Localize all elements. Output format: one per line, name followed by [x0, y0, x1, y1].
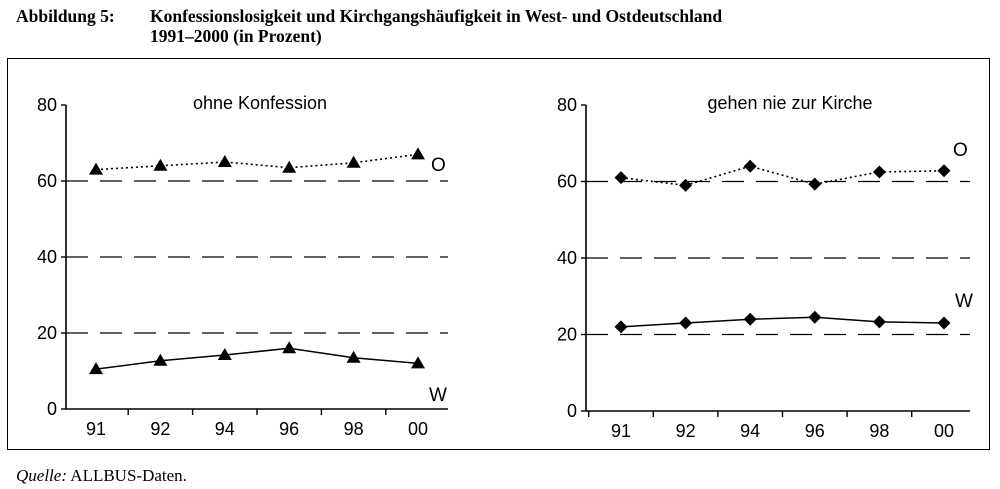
x-tick-label-00: 00 [407, 419, 429, 439]
chart-frame [7, 58, 990, 450]
x-tick-label-96: 96 [804, 421, 825, 441]
point-O-96 [808, 178, 821, 191]
y-tick-label-60: 60 [36, 171, 57, 191]
source-note [16, 466, 187, 486]
x-tick-label-94: 94 [740, 421, 761, 441]
y-tick-label-40: 40 [36, 247, 57, 267]
y-tick-label-0: 0 [566, 401, 577, 421]
chart-nie-kirche [508, 59, 988, 449]
point-W-91 [615, 320, 628, 333]
point-O-98 [347, 156, 361, 168]
series-line-O [621, 166, 944, 185]
y-tick-label-80: 80 [556, 95, 577, 115]
series-label-W: W [429, 385, 447, 406]
x-tick-label-94: 94 [214, 419, 235, 439]
point-W-00 [938, 317, 951, 330]
point-W-92 [679, 317, 692, 330]
series-label-O: O [431, 155, 446, 176]
x-tick-label-91: 91 [610, 421, 632, 441]
figure-title-line1: Konfessionslosigkeit und Kirchgangshäufigkeit in West- und Ostdeutschland [150, 6, 723, 26]
x-tick-label-91: 91 [85, 419, 107, 439]
y-tick-label-20: 20 [36, 323, 57, 343]
x-tick-label-92: 92 [150, 419, 171, 439]
chart-ohne-konfession [8, 59, 498, 449]
x-tick-label-92: 92 [675, 421, 696, 441]
series-label-O: O [953, 140, 968, 161]
x-tick-label-96: 96 [279, 419, 300, 439]
point-W-98 [873, 315, 886, 328]
chart-title: ohne Konfession [192, 93, 328, 113]
y-tick-label-80: 80 [36, 95, 57, 115]
y-tick-label-20: 20 [556, 324, 577, 345]
figure-heading-line1 [16, 6, 722, 26]
x-tick-label-00: 00 [933, 421, 955, 441]
point-O-00 [938, 164, 951, 177]
point-O-91 [615, 171, 628, 184]
series-line-W [96, 348, 418, 369]
point-O-91 [89, 163, 103, 175]
figure-label: Abbildung 5: [16, 6, 115, 26]
y-tick-label-0: 0 [46, 399, 57, 419]
y-tick-label-40: 40 [556, 248, 577, 268]
chart-title: gehen nie zur Kirche [707, 93, 873, 113]
series-line-W [621, 317, 944, 327]
x-tick-label-98: 98 [869, 421, 890, 441]
source-label: Quelle: [16, 466, 67, 485]
point-O-00 [411, 147, 425, 159]
point-O-98 [873, 165, 886, 178]
point-O-92 [679, 179, 692, 192]
y-tick-label-60: 60 [556, 171, 577, 192]
figure-title-line2: 1991–2000 (in Prozent) [150, 26, 322, 46]
figure-heading [16, 6, 722, 46]
x-tick-label-98: 98 [343, 419, 364, 439]
series-label-W: W [955, 291, 973, 312]
source-text: ALLBUS-Daten. [70, 466, 187, 485]
point-O-96 [282, 161, 296, 173]
point-O-94 [218, 155, 232, 167]
point-W-96 [808, 311, 821, 324]
point-W-96 [282, 341, 296, 353]
point-O-92 [153, 159, 167, 171]
point-W-94 [744, 313, 757, 326]
series-line-O [96, 154, 418, 169]
point-O-94 [744, 160, 757, 173]
